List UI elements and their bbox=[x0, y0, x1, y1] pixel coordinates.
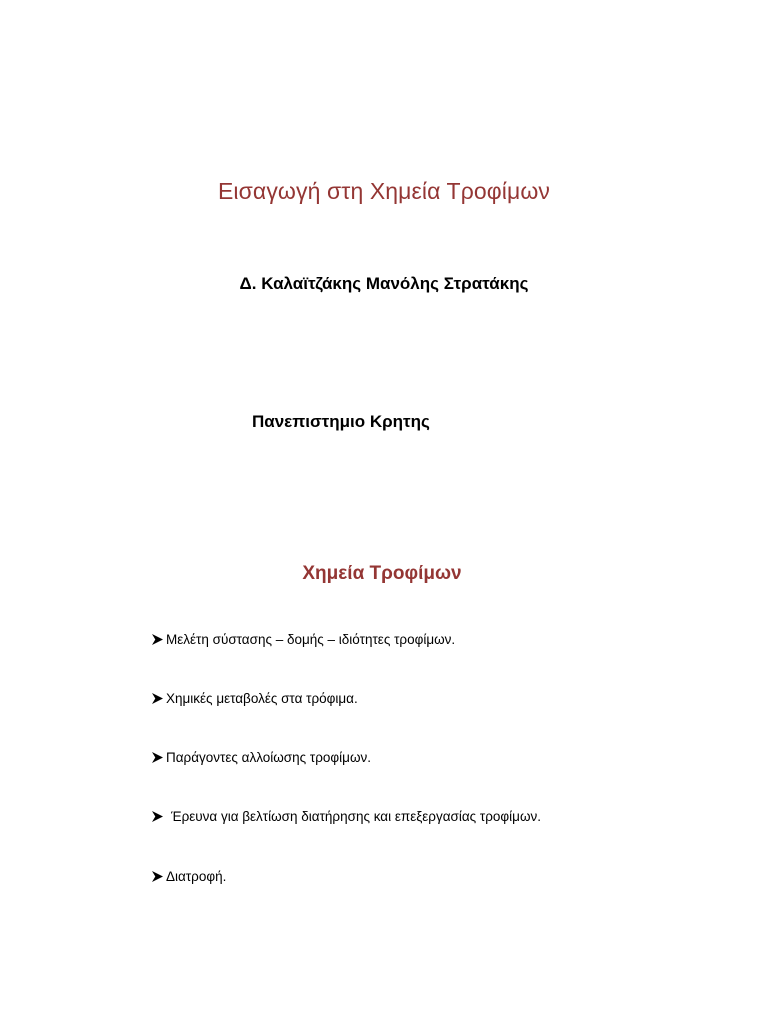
arrowhead-bullet-icon bbox=[152, 634, 163, 645]
list-item-text: Έρευνα για βελτίωση διατήρησης και επεξεργασίας τροφίμων. bbox=[171, 809, 541, 824]
list-item-text: Μελέτη σύστασης – δομής – ιδιότητες τροφίμων. bbox=[166, 632, 456, 647]
list-item bbox=[152, 691, 358, 706]
arrowhead-bullet-icon bbox=[152, 693, 163, 704]
list-item bbox=[152, 809, 541, 824]
list-item bbox=[152, 750, 371, 765]
document-title: Εισαγωγή στη Χημεία Τροφίμων bbox=[217, 178, 551, 204]
authors-line: Δ. Καλαϊτζάκης Μανόλης Στρατάκης bbox=[239, 274, 529, 293]
arrowhead-bullet-icon bbox=[152, 871, 163, 882]
section-heading: Χημεία Τροφίμων bbox=[302, 563, 462, 584]
list-item-text: Παράγοντες αλλοίωσης τροφίμων. bbox=[166, 750, 371, 765]
list-item bbox=[152, 869, 226, 884]
list-item-text: Διατροφή. bbox=[166, 869, 227, 884]
list-item bbox=[152, 632, 455, 647]
list-item-text: Χημικές μεταβολές στα τρόφιμα. bbox=[166, 691, 358, 706]
arrowhead-bullet-icon bbox=[152, 752, 163, 763]
arrowhead-bullet-icon bbox=[152, 811, 163, 822]
university-name: Πανεπιστημιο Κρητης bbox=[252, 412, 430, 431]
